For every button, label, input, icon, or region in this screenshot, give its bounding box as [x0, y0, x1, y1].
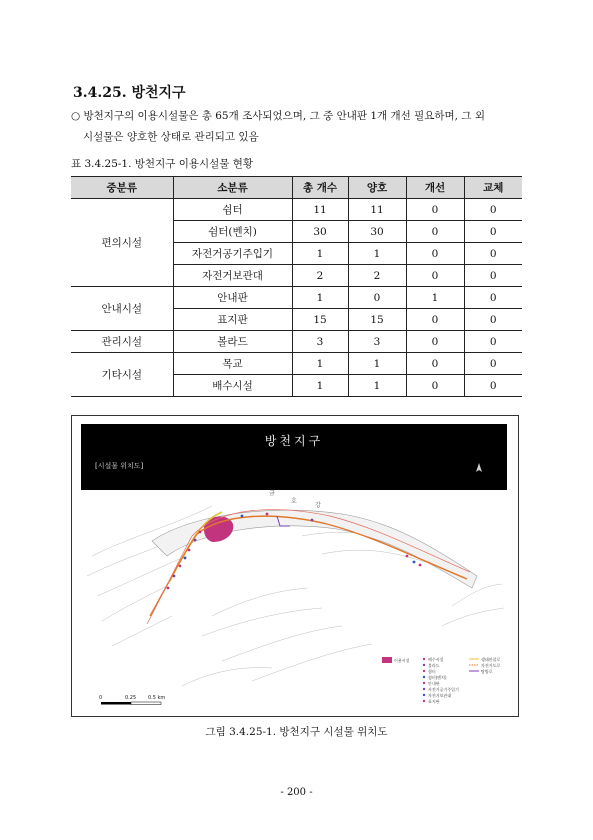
summary-line-2: 시설물은 양호한 상태로 관리되고 있음 [83, 131, 259, 143]
subcategory-cell: 배수시설 [173, 375, 292, 397]
section-title: 3.4.25. 방천지구 [73, 85, 186, 101]
subcategory-cell: 목교 [173, 353, 292, 375]
replace-cell: 0 [464, 287, 522, 309]
header-subcategory: 소분류 [173, 177, 292, 199]
improve-cell: 0 [406, 243, 464, 265]
header-total: 총 개수 [292, 177, 348, 199]
improve-cell: 0 [406, 309, 464, 331]
river-label-2: 호 [291, 498, 297, 505]
table-header-row [71, 177, 522, 199]
replace-cell: 0 [464, 375, 522, 397]
table-row [71, 353, 522, 375]
total-cell: 3 [292, 331, 348, 353]
good-cell: 1 [348, 375, 406, 397]
legend-line-label: 생태관찰로 [481, 657, 501, 662]
good-cell: 11 [348, 199, 406, 221]
improve-cell: 0 [406, 331, 464, 353]
total-cell: 1 [292, 287, 348, 309]
table-row [71, 331, 522, 353]
improve-cell: 0 [406, 221, 464, 243]
total-cell: 15 [292, 309, 348, 331]
improve-cell: 0 [406, 375, 464, 397]
legend-point-label: 볼라드 [428, 663, 440, 668]
legend-point-label: 안내판 [428, 681, 440, 686]
improve-cell: 1 [406, 287, 464, 309]
legend-point-label: 배수시설 [428, 657, 444, 662]
subcategory-cell: 쉼터(벤치) [173, 221, 292, 243]
legend-point-label: 자전거보관대 [428, 693, 452, 698]
good-cell: 15 [348, 309, 406, 331]
replace-cell: 0 [464, 309, 522, 331]
subcategory-cell: 자전거보관대 [173, 265, 292, 287]
legend-area-swatch [382, 657, 392, 663]
legend-line-label: 자전거도로 [481, 663, 501, 668]
legend-point-swatch [423, 664, 425, 666]
legend-point-swatch [423, 682, 425, 684]
summary-paragraph [71, 106, 531, 148]
figure-caption: 그림 3.4.25-1. 방천지구 시설물 위치도 [205, 726, 388, 738]
legend-point-label: 쉼터(벤치) [428, 675, 447, 680]
subcategory-cell: 볼라드 [173, 331, 292, 353]
category-cell: 편의시설 [71, 199, 173, 287]
legend-point-swatch [423, 688, 425, 690]
good-cell: 0 [348, 287, 406, 309]
replace-cell: 0 [464, 353, 522, 375]
improve-cell: 0 [406, 199, 464, 221]
header-replace: 교체 [464, 177, 522, 199]
north-arrow-icon [473, 462, 485, 474]
legend-point-label: 쉼터 [428, 669, 436, 674]
legend-point-label: 표지판 [428, 699, 440, 704]
legend-area-label: 이용시설 [394, 658, 410, 663]
legend-point-swatch [423, 658, 425, 660]
legend-point-swatch [423, 670, 425, 672]
total-cell: 11 [292, 199, 348, 221]
river-label-3: 강 [315, 502, 321, 509]
good-cell: 30 [348, 221, 406, 243]
good-cell: 1 [348, 353, 406, 375]
map-title-banner [81, 424, 507, 490]
replace-cell: 0 [464, 265, 522, 287]
facility-table [71, 176, 522, 397]
header-category: 중분류 [71, 177, 173, 199]
legend-point-swatch [423, 694, 425, 696]
map-subtitle: [시설물 위치도] [95, 462, 144, 470]
improve-cell: 0 [406, 353, 464, 375]
scale-label-end: 0.5 km [148, 695, 166, 701]
good-cell: 1 [348, 243, 406, 265]
category-cell: 기타시설 [71, 353, 173, 397]
table-row [71, 199, 522, 221]
total-cell: 1 [292, 375, 348, 397]
header-improve: 개선 [406, 177, 464, 199]
legend-point-label: 자전거공기주입기 [428, 687, 459, 692]
scale-label-0: 0 [99, 695, 103, 701]
page-number: - 200 - [280, 787, 313, 798]
scale-bar [99, 695, 165, 705]
improve-cell: 0 [406, 265, 464, 287]
subcategory-cell: 표지판 [173, 309, 292, 331]
subcategory-cell: 안내판 [173, 287, 292, 309]
replace-cell: 0 [464, 221, 522, 243]
summary-line-1: ○ 방천지구의 이용시설물은 총 65개 조사되었으며, 그 중 안내판 1개 개선 필요하며, 그 외 [71, 110, 485, 122]
total-cell: 1 [292, 353, 348, 375]
total-cell: 2 [292, 265, 348, 287]
header-good: 양호 [348, 177, 406, 199]
subcategory-cell: 자전거공기주입기 [173, 243, 292, 265]
map-title: 방천지구 [264, 434, 324, 448]
scale-label-mid: 0.25 [125, 695, 137, 701]
category-cell: 관리시설 [71, 331, 173, 353]
category-cell: 안내시설 [71, 287, 173, 331]
table-row [71, 287, 522, 309]
legend-line-label: 탐방로 [481, 669, 493, 674]
total-cell: 1 [292, 243, 348, 265]
good-cell: 2 [348, 265, 406, 287]
good-cell: 3 [348, 331, 406, 353]
replace-cell: 0 [464, 331, 522, 353]
legend-point-swatch [423, 700, 425, 702]
map-legend [382, 656, 500, 704]
total-cell: 30 [292, 221, 348, 243]
replace-cell: 0 [464, 199, 522, 221]
replace-cell: 0 [464, 243, 522, 265]
legend-point-swatch [423, 676, 425, 678]
subcategory-cell: 쉼터 [173, 199, 292, 221]
river-label-1: 금 [269, 490, 275, 497]
table-caption: 표 3.4.25-1. 방천지구 이용시설물 현황 [71, 158, 254, 170]
facility-location-map [71, 415, 519, 717]
